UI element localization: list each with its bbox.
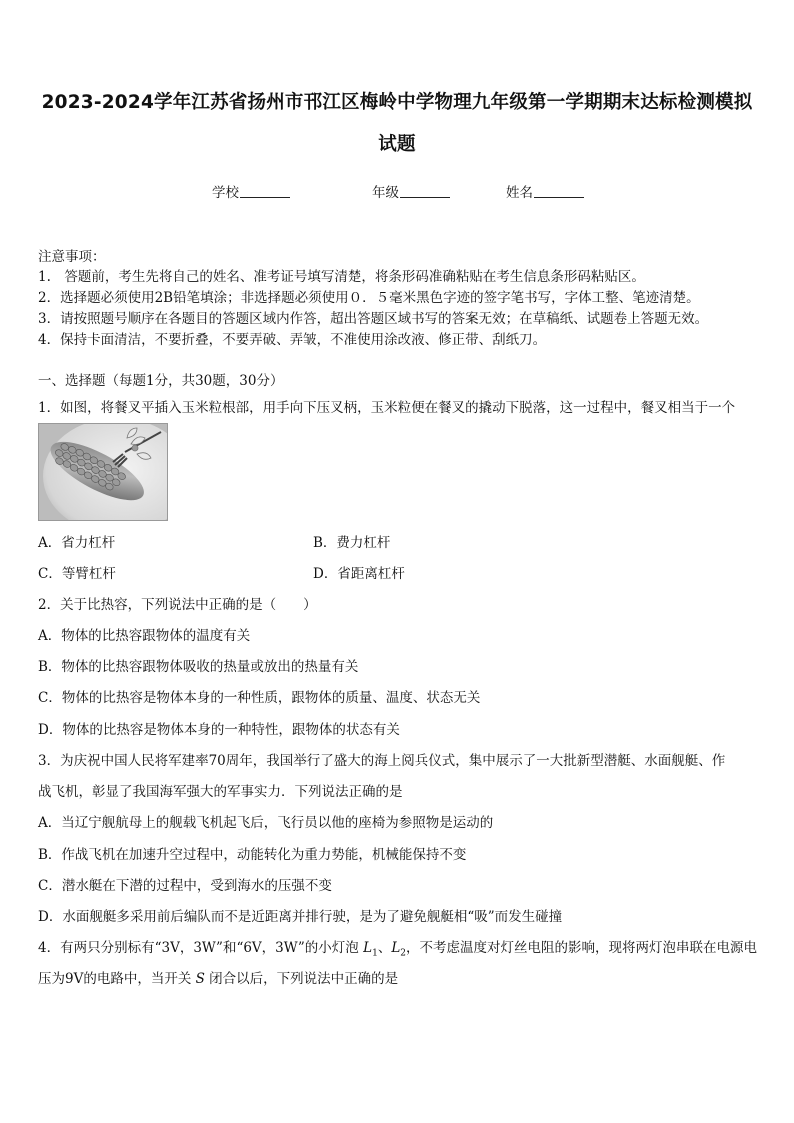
- q3-option-d[interactable]: D．水面舰艇多采用前后编队而不是近距离并排行驶，是为了避免舰艇相“吸”而发生碰撞: [38, 909, 563, 925]
- name-label: 姓名: [506, 185, 533, 201]
- q4-stem-part2: ，不考虑温度对灯丝电阻的影响，现将两灯泡串联在电源电: [406, 940, 758, 956]
- lamp-l1-symbol: L: [363, 940, 373, 956]
- exam-title-line2: 试题: [378, 134, 416, 155]
- q2-stem: 2．关于比热容，下列说法中正确的是（ ）: [38, 597, 317, 613]
- switch-s-symbol: S: [195, 971, 205, 987]
- q1-option-c[interactable]: C．等臂杠杆: [38, 566, 116, 582]
- q2-option-c[interactable]: C．物体的比热容是物体本身的一种性质，跟物体的质量、温度、状态无关: [38, 690, 481, 706]
- grade-field[interactable]: [372, 181, 450, 201]
- corn-fork-image: [38, 423, 168, 521]
- q3-stem-line2: 战飞机，彰显了我国海军强大的军事实力．下列说法正确的是: [38, 784, 403, 800]
- q1-stem: 1．如图，将餐叉平插入玉米粒根部，用手向下压叉柄，玉米粒便在餐叉的撬动下脱落，这一过程中，餐叉相当于一个: [38, 400, 736, 416]
- name-field[interactable]: [506, 181, 584, 201]
- school-field[interactable]: [212, 181, 290, 201]
- section-title: 一、选择题（每题1分，共30题，30分）: [38, 373, 284, 389]
- name-blank[interactable]: [534, 184, 584, 198]
- notice-item-2: 2．选择题必须使用2B铅笔填涂；非选择题必须使用０．５毫米黑色字迹的签字笔书写，字体工整、笔迹清楚。: [38, 290, 700, 306]
- q2-option-a[interactable]: A．物体的比热容跟物体的温度有关: [38, 628, 251, 644]
- q2-option-d[interactable]: D．物体的比热容是物体本身的一种特性，跟物体的状态有关: [38, 722, 400, 738]
- notice-item-3: 3．请按照题号顺序在各题目的答题区域内作答，超出答题区域书写的答案无效；在草稿纸、试题卷上答题无效。: [38, 311, 709, 327]
- q3-option-a[interactable]: A．当辽宁舰航母上的舰载飞机起飞后，飞行员以他的座椅为参照物是运动的: [38, 815, 494, 831]
- q3-stem-line1: 3．为庆祝中国人民将军建率70周年，我国举行了盛大的海上阅兵仪式，集中展示了一大批新型潜艇、水面舰艇、作: [38, 753, 726, 769]
- q4-stem-line1: [38, 936, 757, 959]
- q4-separator: 、: [377, 940, 392, 956]
- q3-option-b[interactable]: B．作战飞机在加速升空过程中，动能转化为重力势能，机械能保持不变: [38, 847, 467, 863]
- lamp-l2-symbol: L: [391, 940, 401, 956]
- school-blank[interactable]: [240, 184, 290, 198]
- notice-item-1: 1. 答题前，考生先将自己的姓名、准考证号填写清楚，将条形码准确粘贴在考生信息条形码粘贴区。: [38, 269, 645, 285]
- lamp-l2-subscript: 2: [400, 948, 407, 959]
- q1-option-d[interactable]: D．省距离杠杆: [313, 566, 405, 582]
- q4-stem-part4: 闭合以后，下列说法中正确的是: [204, 971, 399, 987]
- q2-option-b[interactable]: B．物体的比热容跟物体吸收的热量或放出的热量有关: [38, 659, 359, 675]
- q4-stem-part3: 压为9V的电路中，当开关: [38, 971, 196, 987]
- grade-blank[interactable]: [400, 184, 450, 198]
- notice-title: 注意事项：: [38, 249, 106, 265]
- q1-option-a[interactable]: A．省力杠杆: [38, 535, 116, 551]
- corn-fork-illustration: [39, 424, 167, 520]
- grade-label: 年级: [372, 185, 399, 201]
- lamp-l1-subscript: 1: [372, 948, 378, 959]
- q4-stem-line2: [38, 967, 398, 987]
- school-label: 学校: [212, 185, 239, 201]
- q4-stem-part1: 4．有两只分别标有“3V，3W”和“6V，3W”的小灯泡: [38, 940, 364, 956]
- q1-option-b[interactable]: B．费力杠杆: [313, 535, 391, 551]
- exam-title-line1: 2023-2024学年江苏省扬州市邗江区梅岭中学物理九年级第一学期期末达标检测模拟: [41, 92, 753, 113]
- notice-item-4: 4．保持卡面清洁，不要折叠，不要弄破、弄皱，不准使用涂改液、修正带、刮纸刀。: [38, 332, 547, 348]
- q3-option-c[interactable]: C．潜水艇在下潜的过程中，受到海水的压强不变: [38, 878, 332, 894]
